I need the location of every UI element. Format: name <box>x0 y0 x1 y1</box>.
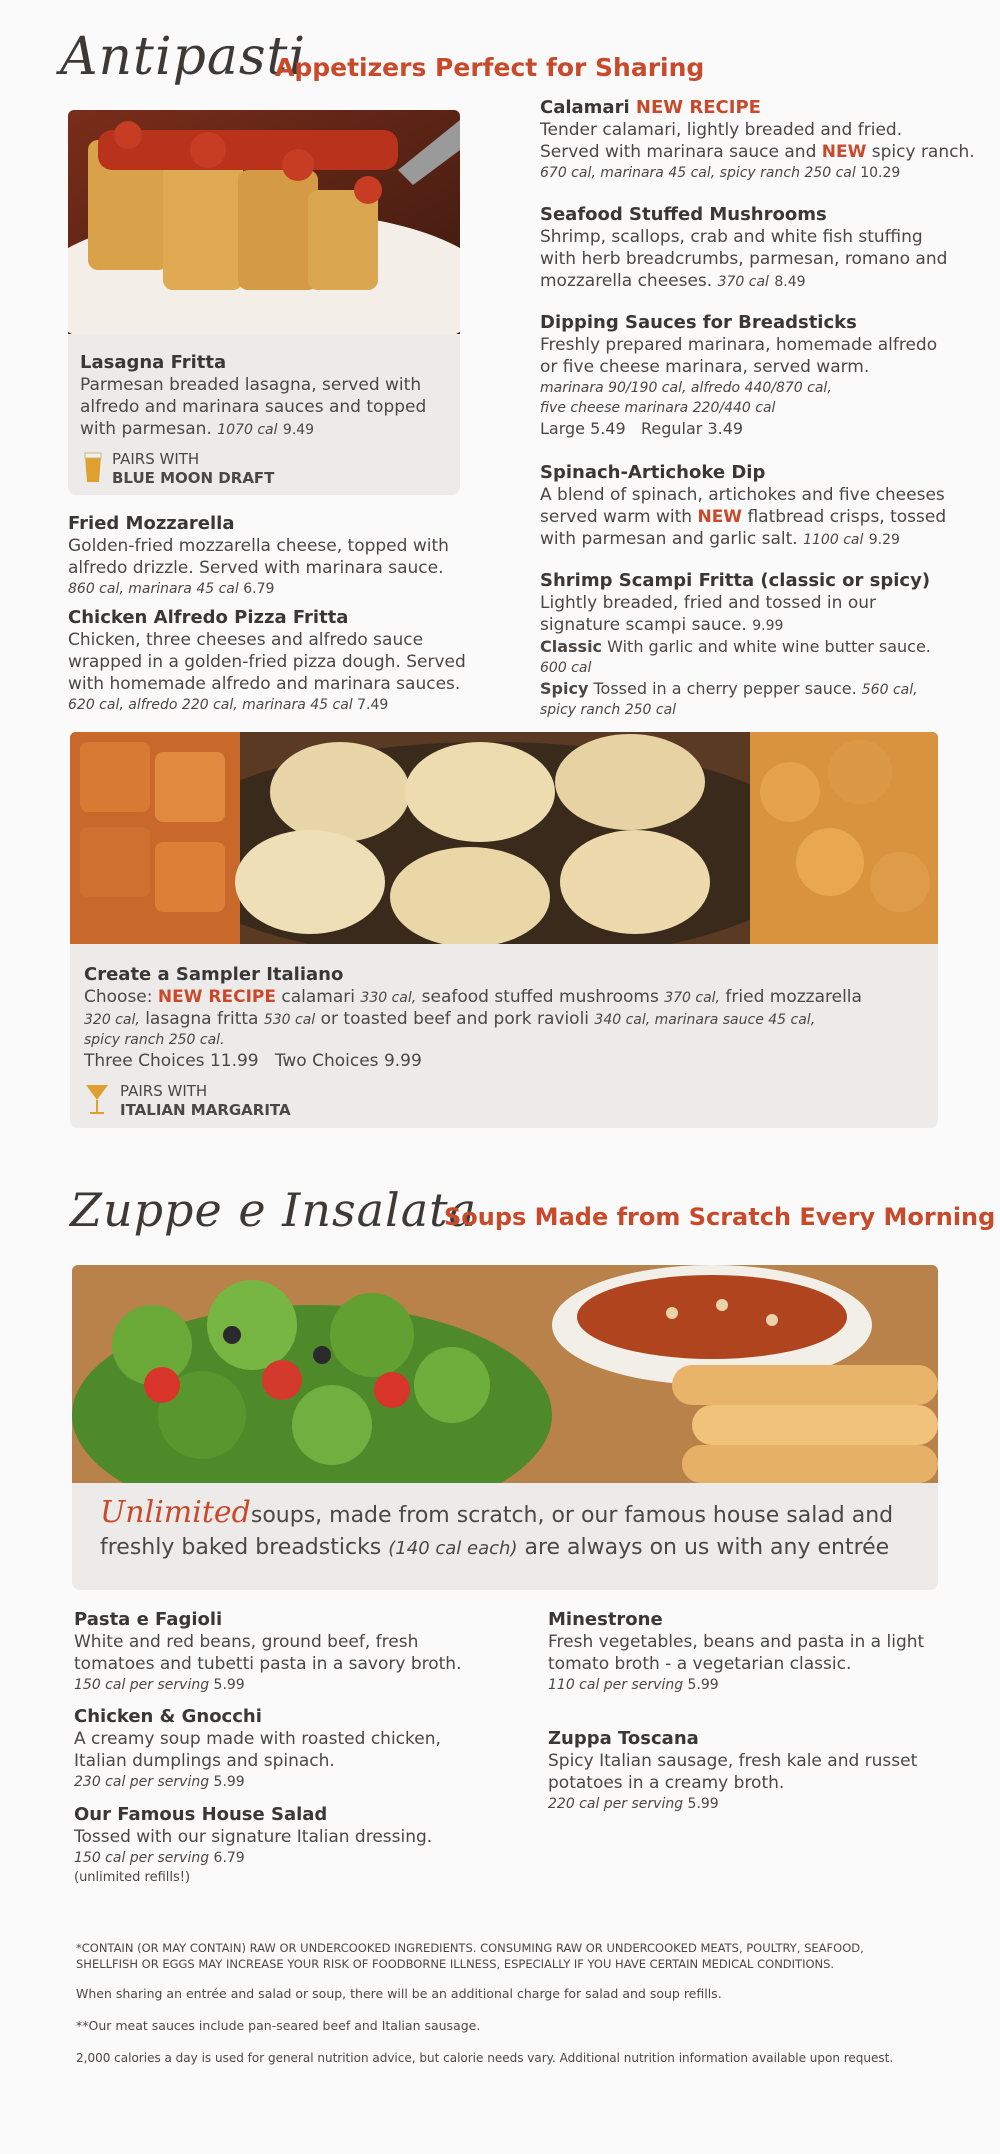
zuppe-tagline: Soups Made from Scratch Every Morning <box>444 1203 996 1231</box>
antipasti-heading: Antipasti <box>60 27 307 87</box>
chicken-gnocchi-desc: A creamy soup made with roasted chicken, Italian dumplings and spinach. 230 cal per serving 5.99 <box>74 1729 441 1790</box>
scampi-fritta-desc: Lightly breaded, fried and tossed in our signature scampi sauce. 9.99 Classic With garlic and white wine butter sauce. 600 cal Spicy Tossed in a cherry pepper sauce. 560 cal, spicy ranch 250 cal <box>540 593 931 718</box>
meat-sauce-note: **Our meat sauces include pan-seared beef and Italian sausage. <box>76 2018 481 2033</box>
lasagna-card <box>68 110 460 495</box>
house-salad-desc: Tossed with our signature Italian dressing. 150 cal per serving 6.79 (unlimited refills!) <box>74 1827 433 1885</box>
zuppa-toscana-name: Zuppa Toscana <box>548 1728 699 1749</box>
calamari-desc: Tender calamari, lightly breaded and fried. Served with marinara sauce and NEW spicy ranch. 670 cal, marinara 45 cal, spicy ranch 250 cal 10.29 <box>540 120 975 181</box>
chicken-gnocchi-name: Chicken & Gnocchi <box>74 1706 262 1727</box>
lasagna-pairs: PAIRS WITH BLUE MOON DRAFT <box>112 450 275 487</box>
pasta-fagioli-desc: White and red beans, ground beef, fresh tomatoes and tubetti pasta in a savory broth. 150 cal per serving 5.99 <box>74 1632 462 1693</box>
margarita-glass-icon <box>84 1082 110 1116</box>
sampler-desc: Choose: NEW RECIPE calamari 330 cal, seafood stuffed mushrooms 370 cal, fried mozzarella 320 cal, lasagna fritta 530 cal or toasted beef and pork ravioli 340 cal, marinara sauce 45 cal, spicy ranch 250 cal. Three Choices 11.99 Two Choices 9.99 <box>84 987 862 1071</box>
pizza-fritta-name: Chicken Alfredo Pizza Fritta <box>68 607 349 628</box>
minestrone-name: Minestrone <box>548 1609 663 1630</box>
soup-salad-breadsticks-photo <box>72 1265 938 1483</box>
antipasti-tagline: Appetizers Perfect for Sharing <box>275 53 705 82</box>
zuppe-heading: Zuppe e Insalata <box>70 1183 478 1237</box>
sharing-note: When sharing an entrée and salad or soup, there will be an additional charge for salad and soup refills. <box>76 1986 722 2001</box>
raw-food-warning: *CONTAIN (OR MAY CONTAIN) RAW OR UNDERCOOKED INGREDIENTS. CONSUMING RAW OR UNDERCOOKED MEATS, POULTRY, SEAFOOD, SHELLFISH OR EGGS MAY INCREASE YOUR RISK OF FOODBORNE ILLNESS, ESPECIALLY IF YOU HAVE CERTAIN MEDICAL CONDITIONS. <box>76 1941 864 1971</box>
spinach-dip-name: Spinach-Artichoke Dip <box>540 462 766 483</box>
mushrooms-name: Seafood Stuffed Mushrooms <box>540 204 827 225</box>
dipping-sauces-name: Dipping Sauces for Breadsticks <box>540 312 857 333</box>
sampler-pairs: PAIRS WITH ITALIAN MARGARITA <box>120 1082 291 1119</box>
pasta-fagioli-name: Pasta e Fagioli <box>74 1609 223 1630</box>
unlimited-message: Unlimitedsoups, made from scratch, or our famous house salad and freshly baked breadsticks (140 cal each) are always on us with any entrée <box>100 1495 894 1560</box>
beer-glass-icon <box>82 450 104 484</box>
calorie-note: 2,000 calories a day is used for general nutrition advice, but calorie needs vary. Additional nutrition information available upon request. <box>76 2051 894 2065</box>
sampler-name: Create a Sampler Italiano <box>84 964 344 985</box>
unlimited-card <box>72 1265 938 1590</box>
sampler-card <box>70 732 938 1128</box>
lasagna-fritta-name: Lasagna Fritta <box>80 352 227 373</box>
dipping-sauces-desc: Freshly prepared marinara, homemade alfredo or five cheese marinara, served warm. marinara 90/190 cal, alfredo 440/870 cal, five cheese marinara 220/440 cal Large 5.49 Regular 3.49 <box>540 335 938 438</box>
lasagna-fritta-photo <box>68 110 460 334</box>
calamari-name: Calamari NEW RECIPE <box>540 97 761 118</box>
fried-mozzarella-name: Fried Mozzarella <box>68 513 235 534</box>
scampi-fritta-name: Shrimp Scampi Fritta (classic or spicy) <box>540 570 931 591</box>
mushrooms-desc: Shrimp, scallops, crab and white fish stuffing with herb breadcrumbs, parmesan, romano and mozzarella cheeses. 370 cal 8.49 <box>540 227 948 291</box>
fried-mozzarella-desc: Golden-fried mozzarella cheese, topped with alfredo drizzle. Served with marinara sauce. 860 cal, marinara 45 cal 6.79 <box>68 536 449 597</box>
zuppa-toscana-desc: Spicy Italian sausage, fresh kale and russet potatoes in a creamy broth. 220 cal per serving 5.99 <box>548 1751 918 1812</box>
sampler-photo <box>70 732 938 944</box>
lasagna-fritta-desc: Parmesan breaded lasagna, served with alfredo and marinara sauces and topped with parmesan. 1070 cal 9.49 <box>80 375 427 439</box>
house-salad-name: Our Famous House Salad <box>74 1804 328 1825</box>
minestrone-desc: Fresh vegetables, beans and pasta in a light tomato broth - a vegetarian classic. 110 cal per serving 5.99 <box>548 1632 925 1693</box>
spinach-dip-desc: A blend of spinach, artichokes and five cheeses served warm with NEW flatbread crisps, tossed with parmesan and garlic salt. 1100 cal 9.29 <box>540 485 947 549</box>
pizza-fritta-desc: Chicken, three cheeses and alfredo sauce wrapped in a golden-fried pizza dough. Served with homemade alfredo and marinara sauces. 620 cal, alfredo 220 cal, marinara 45 cal 7.49 <box>68 630 466 713</box>
